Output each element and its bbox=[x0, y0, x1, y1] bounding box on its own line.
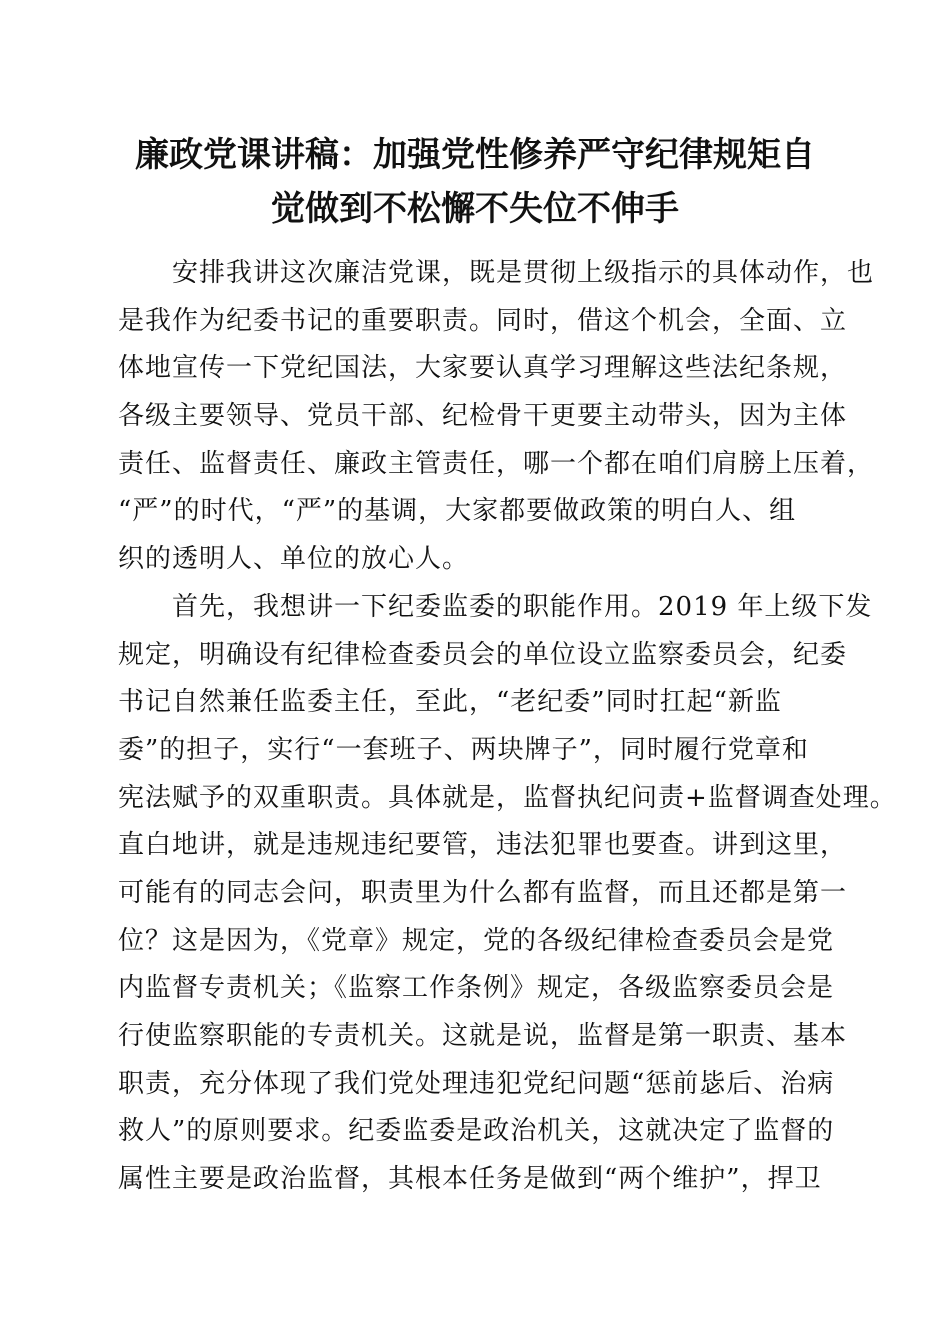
text-line: 责任、监督责任、廉政主管责任，哪一个都在咱们肩膀上压着， bbox=[118, 448, 875, 479]
text-line: 安排我讲这次廉洁党课，既是贯彻上级指示的具体动作，也 bbox=[118, 258, 875, 288]
paragraph-1 bbox=[118, 250, 875, 584]
text-line: “严”的时代，“严”的基调，大家都要做政策的明白人、组 bbox=[118, 496, 797, 527]
text-line: 职责，充分体现了我们党处理违犯党纪问题“惩前毖后、治病 bbox=[118, 1068, 835, 1099]
text-line: 首先，我想讲一下纪委监委的职能作用。2019 年上级下发 bbox=[118, 591, 873, 622]
text-line: 可能有的同志会问，职责里为什么都有监督，而且还都是第一 bbox=[118, 877, 848, 908]
text-line: 织的透明人、单位的放心人。 bbox=[118, 544, 470, 575]
document-body bbox=[118, 250, 897, 1204]
text-line: 规定，明确设有纪律检查委员会的单位设立监察委员会，纪委 bbox=[118, 639, 848, 670]
text-line: 属性主要是政治监督，其根本任务是做到“两个维护”，捍卫 bbox=[118, 1164, 822, 1195]
text-line: 体地宣传一下党纪国法，大家要认真学习理解这些法纪条规， bbox=[118, 353, 848, 384]
text-line: 书记自然兼任监委主任，至此，“老纪委”同时扛起“新监 bbox=[118, 687, 782, 718]
text-line: 行使监察职能的专责机关。这就是说，监督是第一职责、基本 bbox=[118, 1021, 848, 1051]
text-line: 内监督专责机关；《监察工作条例》规定，各级监察委员会是 bbox=[118, 973, 835, 1004]
text-line: 直白地讲，就是违规违纪要管，违法犯罪也要查。讲到这里， bbox=[118, 830, 848, 861]
text-line: 位？这是因为，《党章》规定，党的各级纪律检查委员会是党 bbox=[118, 925, 835, 956]
text-line: 各级主要领导、党员干部、纪检骨干更要主动带头，因为主体 bbox=[118, 401, 848, 432]
title-line: 觉做到不松懈不失位不伸手 bbox=[271, 189, 679, 229]
text-line: 宪法赋予的双重职责。具体就是，监督执纪问责+监督调查处理。 bbox=[118, 782, 897, 813]
text-line: 救人”的原则要求。纪委监委是政治机关，这就决定了监督的 bbox=[118, 1116, 835, 1147]
document-title bbox=[110, 128, 840, 236]
title-line: 廉政党课讲稿：加强党性修养严守纪律规矩自 bbox=[135, 135, 815, 175]
text-line: 是我作为纪委书记的重要职责。同时，借这个机会，全面、立 bbox=[118, 305, 848, 336]
text-line: 委”的担子，实行“一套班子、两块牌子”，同时履行党章和 bbox=[118, 734, 809, 765]
paragraph-2 bbox=[118, 584, 897, 1204]
